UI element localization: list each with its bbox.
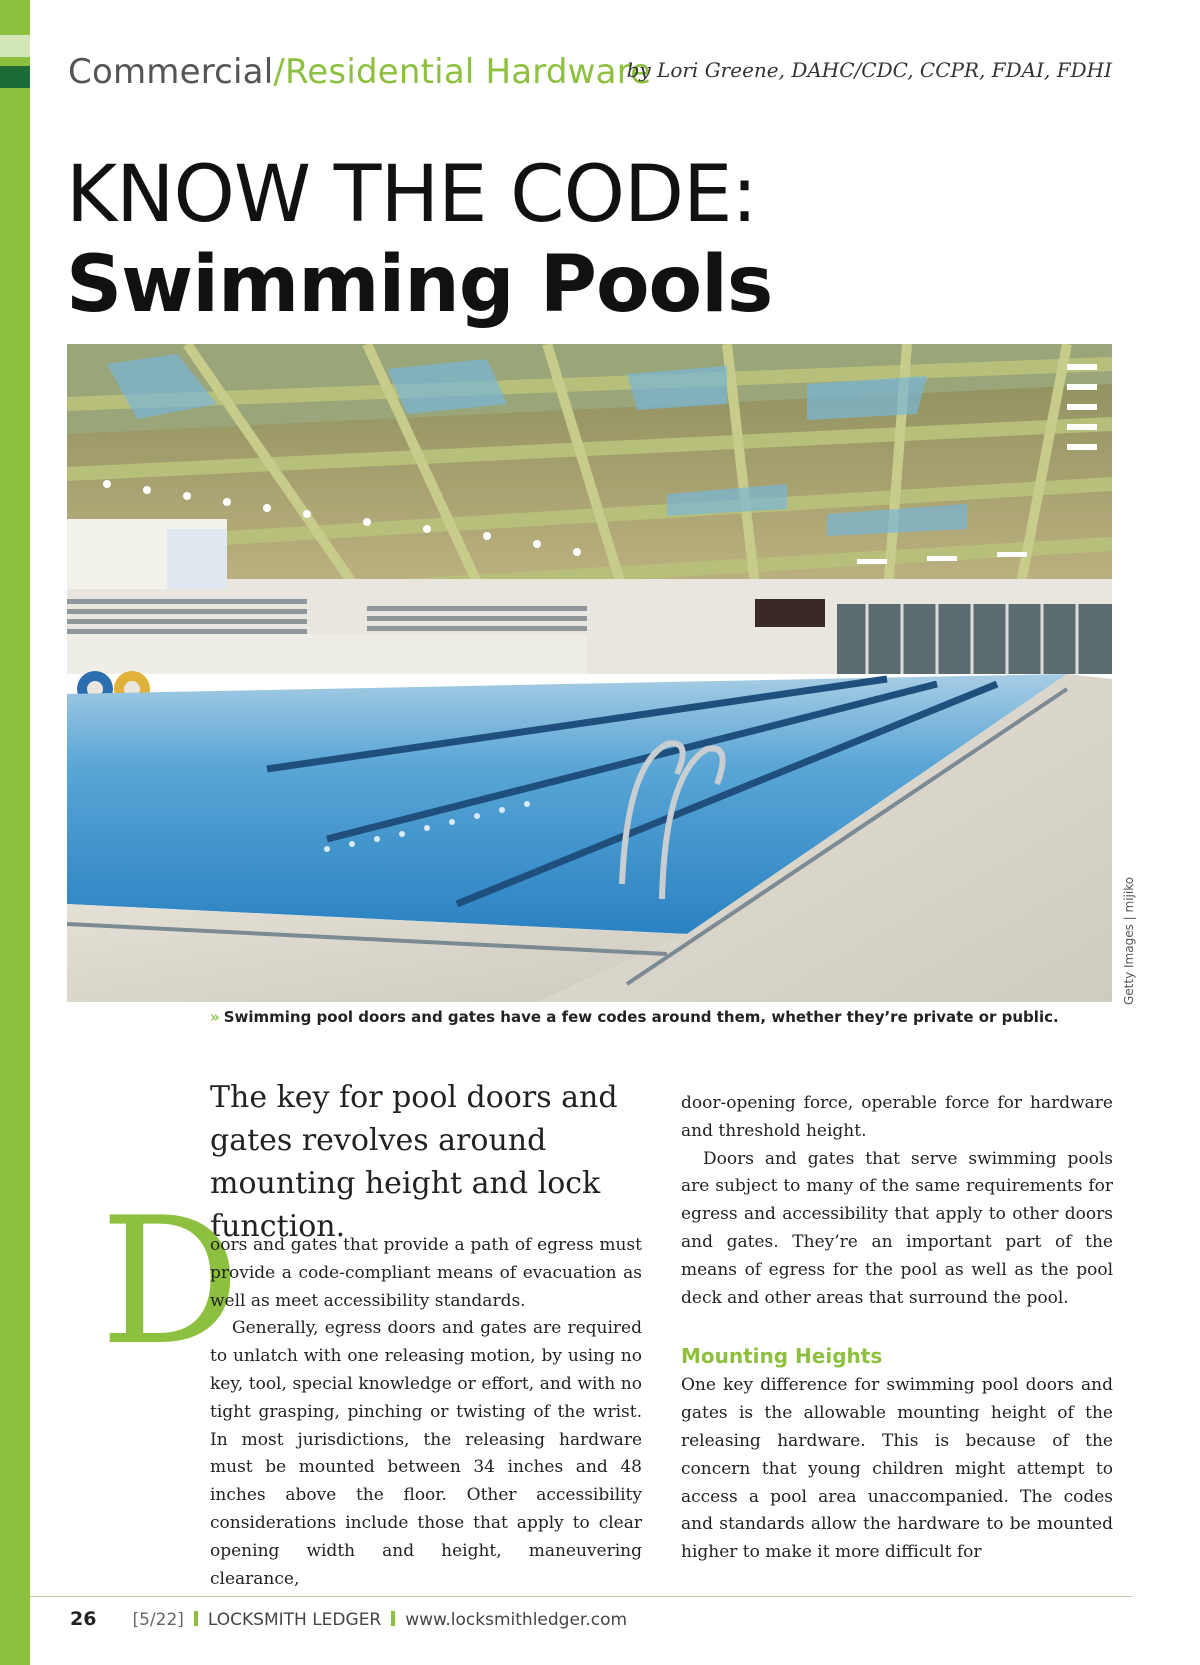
- page-footer: [70, 1608, 627, 1630]
- author-byline: by Lori Greene, DAHC/CDC, CCPR, FDAI, FDHI: [626, 58, 1112, 82]
- photo-caption-text: Swimming pool doors and gates have a few codes around them, whether they’re private or public.: [223, 1008, 1059, 1026]
- light-green-tab: [0, 35, 30, 57]
- section-label-sep: /: [273, 52, 286, 92]
- section-label: [68, 52, 651, 92]
- body-paragraph-4: Doors and gates that serve swimming pools are subject to many of the same requirements for egress and accessibility that apply to other doors and gates. They’re an important part of the means of egress for the pool as well as the pool deck and other areas that surround the pool.: [681, 1148, 1113, 1308]
- footer-separator: [391, 1611, 395, 1626]
- magazine-url[interactable]: www.locksmithledger.com: [405, 1610, 628, 1630]
- swimming-pool-photo: [67, 344, 1112, 1002]
- footer-divider: [30, 1596, 1132, 1597]
- headline-line-1: KNOW THE CODE:: [66, 150, 757, 240]
- section-label-left: Commercial: [68, 52, 274, 92]
- pull-quote: The key for pool doors and gates revolves around mounting height and lock function.: [210, 1080, 618, 1244]
- footer-separator: [194, 1611, 198, 1626]
- body-column-left: [210, 1232, 642, 1593]
- section-label-right: Residential Hardware: [285, 52, 652, 92]
- magazine-name: LOCKSMITH LEDGER: [207, 1610, 382, 1630]
- body-paragraph-5: One key difference for swimming pool doors and gates is the allowable mounting height of the releasing hardware. This is because of the concern that young children might attempt to access a pool area unaccompanied. The codes and standards allow the hardware to be mounted higher to make it more difficult for: [681, 1375, 1113, 1563]
- body-paragraph-1: oors and gates that provide a path of egress must provide a code-compliant means of evacuation as well as meet accessibility standards.: [210, 1235, 642, 1311]
- photo-credit: Getty Images | mijiko: [1122, 876, 1136, 1005]
- body-paragraph-2: Generally, egress doors and gates are required to unlatch with one releasing motion, by using no key, tool, special knowledge or effort, and with no tight grasping, pinching or twisting of the wrist. In most jurisdictions, the releasing hardware must be mounted between 34 inches and 48 inches above the floor. Other accessibility considerations include those that apply to clear opening width and height, maneuvering clearance,: [210, 1318, 642, 1589]
- chevron-right-icon: »: [210, 1008, 220, 1026]
- green-margin-bar: [0, 0, 30, 1665]
- issue-date: [5/22]: [132, 1610, 184, 1630]
- photo-caption: [210, 1008, 1059, 1026]
- body-paragraph-3: door-opening force, operable force for hardware and threshold height.: [681, 1093, 1113, 1141]
- page-number: 26: [70, 1608, 97, 1630]
- body-column-right: [681, 1090, 1113, 1567]
- subheading-mounting-heights: Mounting Heights: [681, 1344, 883, 1369]
- drop-cap: D: [100, 1181, 241, 1384]
- headline-line-2: Swimming Pools: [66, 240, 773, 330]
- pool-illustration: [67, 344, 1112, 1002]
- dark-green-tab: [0, 66, 30, 88]
